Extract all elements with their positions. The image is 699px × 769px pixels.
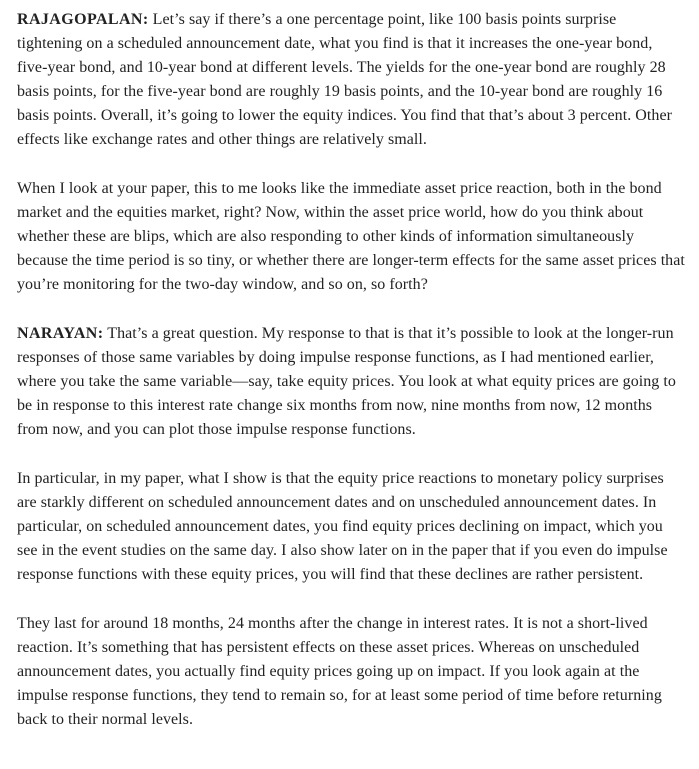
paragraph-text: That’s a great question. My response to that is that it’s possible to look at the longer-run responses of those same variables by doing impulse response functions, as I had mentioned earlier, where you take the same variable—say, take equity prices. You look at what equity prices are going to be in response to this interest rate change six months from now, nine months from now, 12 months from now, and you can plot those impulse response functions.: [17, 325, 676, 438]
transcript-paragraph-2: [17, 177, 685, 297]
speaker-label-narayan: NARAYAN:: [17, 325, 104, 342]
transcript-paragraph-4: [17, 467, 685, 587]
transcript-paragraph-5: [17, 612, 685, 732]
paragraph-text: In particular, in my paper, what I show is that the equity price reactions to monetary policy surprises are starkly different on scheduled announcement dates and on unscheduled announcement dates. In particular, on scheduled announcement dates, you find equity prices declining on impact, which you see in the event studies on the same day. I also show later on in the paper that if you even do impulse response functions with these equity prices, you will find that these declines are rather persistent.: [17, 470, 668, 583]
paragraph-text: When I look at your paper, this to me looks like the immediate asset price reaction, both in the bond market and the equities market, right? Now, within the asset price world, how do you think about whether these are blips, which are also responding to other kinds of information simultaneously because the time period is so tiny, or whether there are longer-term effects for the same asset prices that you’re monitoring for the two-day window, and so on, so forth?: [17, 180, 685, 293]
paragraph-text: Let’s say if there’s a one percentage point, like 100 basis points surprise tightening on a scheduled announcement date, what you find is that it increases the one-year bond, five-year bond, and 10-year bond at different levels. The yields for the one-year bond are roughly 28 basis points, for the five-year bond are roughly 19 basis points, and the 10-year bond are roughly 16 basis points. Overall, it’s going to lower the equity indices. You find that that’s about 3 percent. Other effects like exchange rates and other things are relatively small.: [17, 11, 672, 148]
speaker-label-rajagopalan: RAJAGOPALAN:: [17, 11, 149, 28]
paragraph-text: They last for around 18 months, 24 months after the change in interest rates. It is not a short-lived reaction. It’s something that has persistent effects on these asset prices. Whereas on unscheduled announcement dates, you actually find equity prices going up on impact. If you look again at the impulse response functions, they tend to remain so, for at least some period of time before returning back to their normal levels.: [17, 615, 662, 728]
transcript-paragraph-1: [17, 8, 685, 152]
transcript-paragraph-3: [17, 322, 685, 442]
